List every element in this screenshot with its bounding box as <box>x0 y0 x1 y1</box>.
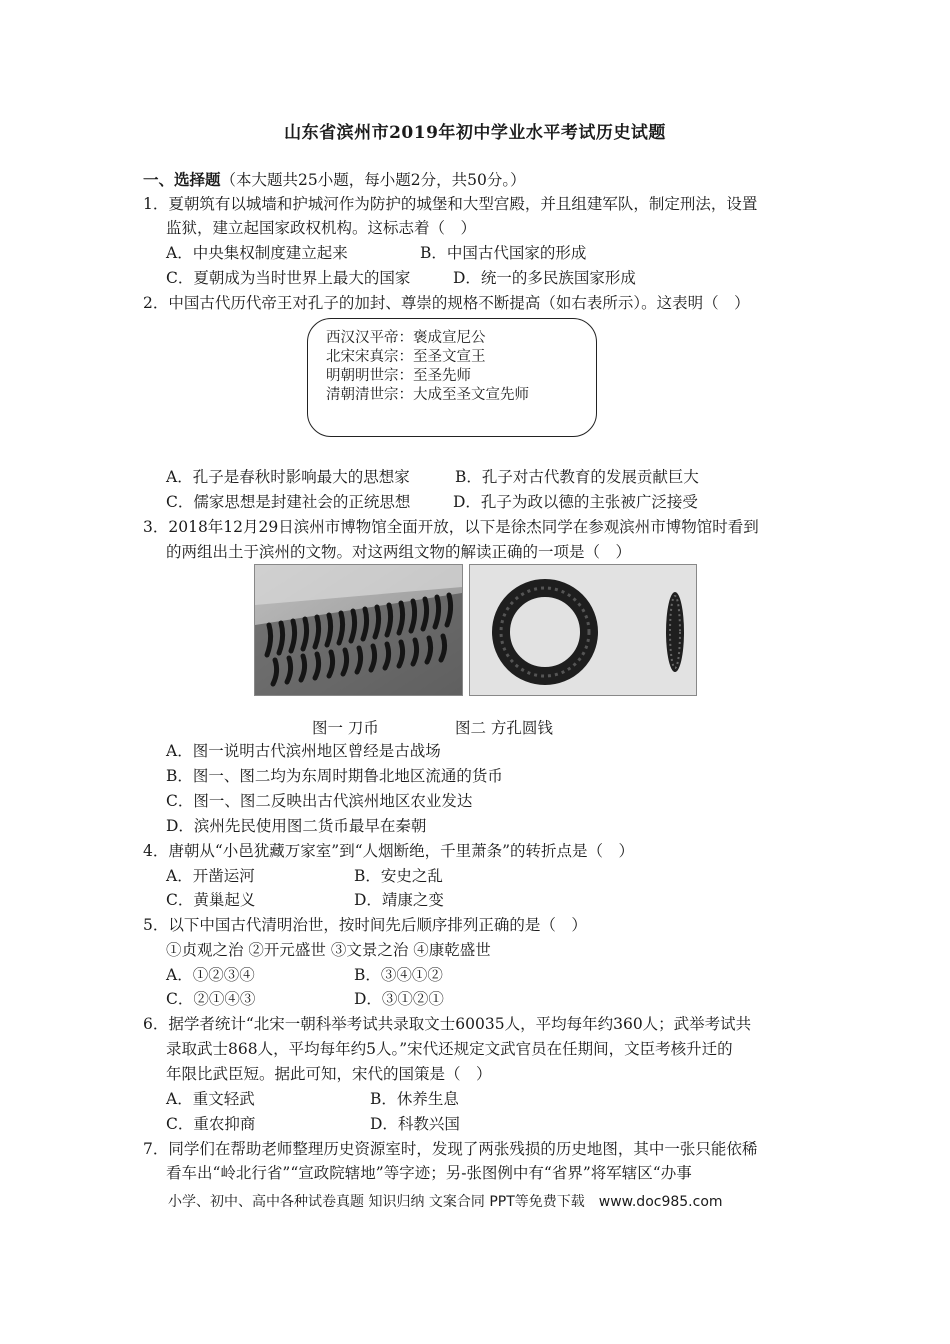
q5-option-c: C．②①④③ <box>166 990 256 1008</box>
q6-option-c: C．重农抑商 <box>166 1115 256 1133</box>
q3-option-c: C．图一、图二反映出古代滨州地区农业发达 <box>166 792 473 810</box>
q4-option-c: C．黄巢起义 <box>166 891 256 909</box>
q3-stem-line1: 3．2018年12月29日滨州市博物馆全面开放，以下是徐杰同学在参观滨州市博物馆时看到 <box>143 518 759 536</box>
q2-option-a: A．孔子是春秋时影响最大的思想家 <box>166 468 410 486</box>
q7-stem-line2: 看车出“岭北行省”“宣政院辖地”等字迹；另-张图例中有“省界”将军辖区“办事 <box>166 1164 692 1182</box>
q6-stem-line3: 年限比武臣短。据此可知，宋代的国策是（ ） <box>166 1065 492 1083</box>
q6-option-a: A．重文轻武 <box>166 1090 255 1108</box>
q1-option-a: A．中央集权制度建立起来 <box>166 244 348 262</box>
q6-option-d: D．科教兴国 <box>370 1115 460 1133</box>
table-row: 北宋宋真宗：至圣文宣王 <box>326 349 486 365</box>
q7-stem-line1: 7．同学们在帮助老师整理历史资源室时，发现了两张残损的历史地图，其中一张只能依稀 <box>143 1140 758 1158</box>
q1-option-d: D．统一的多民族国家形成 <box>453 269 636 287</box>
figure-caption-1: 图一 刀币 <box>312 719 379 737</box>
section-header <box>143 170 526 190</box>
q5-option-a: A．①②③④ <box>166 966 255 984</box>
q2-option-b: B．孔子对古代教育的发展贡献巨大 <box>455 468 699 486</box>
q1-stem-line2: 监狱，建立起国家政权机构。这标志着（ ） <box>166 219 477 237</box>
page-title: 山东省滨州市2019年初中学业水平考试历史试题 <box>284 123 666 143</box>
q2-stem-line1: 2．中国古代历代帝王对孔子的加封、尊崇的规格不断提高（如右表所示）。这表明（ ） <box>143 294 750 312</box>
q5-option-d: D．③①②① <box>354 990 444 1008</box>
q2-option-c: C．儒家思想是封建社会的正统思想 <box>166 493 411 511</box>
q5-stem-line1: 5．以下中国古代清明治世，按时间先后顺序排列正确的是（ ） <box>143 916 587 934</box>
figure-caption-2: 图二 方孔圆钱 <box>455 719 553 737</box>
emperor-title-table <box>307 318 597 437</box>
knife-coins-photo <box>254 564 463 696</box>
q3-option-b: B．图一、图二均为东周时期鲁北地区流通的货币 <box>166 767 503 785</box>
section-heading: 一、选择题 <box>143 170 221 189</box>
table-row: 明朝明世宗：至圣先师 <box>326 368 471 384</box>
round-coins-photo <box>469 564 697 696</box>
q4-option-a: A．开凿运河 <box>166 867 255 885</box>
q4-stem-line1: 4．唐朝从“小邑犹藏万家室”到“人烟断绝，千里萧条”的转折点是（ ） <box>143 842 635 860</box>
table-row: 清朝清世宗：大成至圣文宣先师 <box>326 387 529 403</box>
q1-option-b: B．中国古代国家的形成 <box>420 244 587 262</box>
q5-option-b: B．③④①② <box>354 966 443 984</box>
q4-option-d: D．靖康之变 <box>354 891 444 909</box>
q3-option-a: A．图一说明古代滨州地区曾经是古战场 <box>166 742 441 760</box>
q6-stem-line1: 6．据学者统计“北宋一朝科举考试共录取文士60035人，平均每年约360人；武举考试共 <box>143 1015 752 1033</box>
q5-stem-line2: ①贞观之治 ②开元盛世 ③文景之治 ④康乾盛世 <box>166 941 491 959</box>
q1-option-c: C．夏朝成为当时世界上最大的国家 <box>166 269 411 287</box>
table-row: 西汉汉平帝：褒成宣尼公 <box>326 330 486 346</box>
q3-stem-line2: 的两组出土于滨州的文物。对这两组文物的解读正确的一项是（ ） <box>166 543 632 561</box>
q1-stem-line1: 1．夏朝筑有以城墙和护城河作为防护的城堡和大型宫殿，并且组建军队，制定刑法，设置 <box>143 195 758 213</box>
q3-option-d: D．滨州先民使用图二货币最早在秦朝 <box>166 817 427 835</box>
section-note: （本大题共25小题，每小题2分，共50分。） <box>220 171 526 189</box>
q6-option-b: B．休养生息 <box>370 1090 459 1108</box>
q6-stem-line2: 录取武士868人，平均每年约5人。”宋代还规定文武官员在任期间，文臣考核升迁的 <box>166 1040 733 1058</box>
q4-option-b: B．安史之乱 <box>354 867 443 885</box>
download-footer: 小学、初中、高中各种试卷真题 知识归纳 文案合同 PPT等免费下载 www.doc985.com <box>168 1194 723 1210</box>
q2-option-d: D．孔子为政以德的主张被广泛接受 <box>453 493 698 511</box>
